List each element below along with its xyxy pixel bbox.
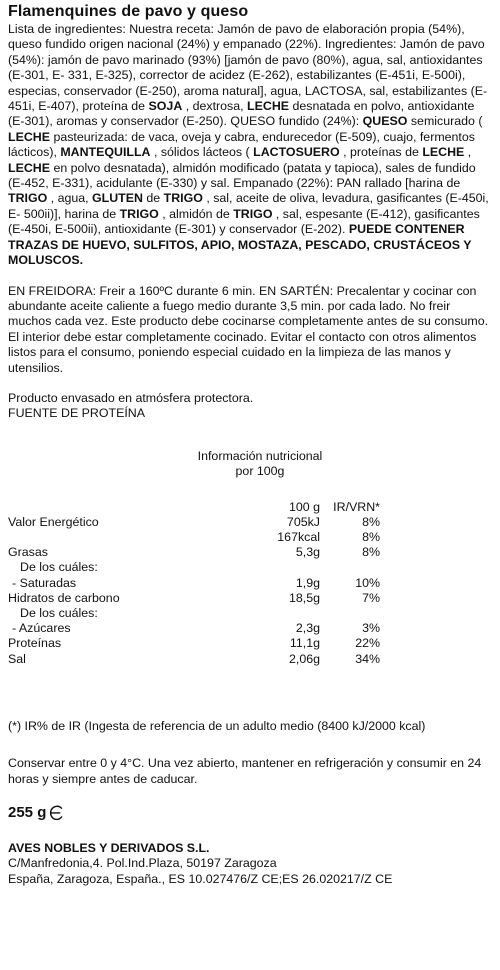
allergen-highlight: TRIGO bbox=[8, 191, 48, 206]
nutrient-value: 2,3g bbox=[295, 621, 320, 636]
nutrient-reference-intake: 3% bbox=[362, 621, 380, 636]
allergen-highlight: SOJA bbox=[148, 99, 183, 114]
company-name: AVES NOBLES Y DERIVADOS S.L. bbox=[8, 841, 210, 856]
ingredients-text: , dextrosa, bbox=[182, 99, 248, 114]
company-registry: España, Zaragoza, España., ES 10.027476/Z CE;ES 26.020217/Z CE bbox=[8, 871, 393, 886]
nutrient-label: Grasas bbox=[8, 545, 48, 560]
allergen-highlight: LACTOSUERO bbox=[253, 145, 340, 160]
nutrient-label: - Saturadas bbox=[12, 575, 77, 590]
nutrition-table bbox=[8, 500, 380, 667]
company-address: C/Manfredonia,4. Pol.Ind.Plaza, 50197 Zaragoza bbox=[8, 856, 277, 871]
allergen-highlight: TRIGO bbox=[233, 206, 273, 221]
net-weight bbox=[8, 804, 492, 821]
column-header-reference-intake: IR/VRN* bbox=[333, 499, 380, 514]
nutrition-row bbox=[8, 606, 380, 621]
nutrition-heading-title: Información nutricional bbox=[197, 448, 323, 463]
nutrition-footnote: (*) IR% de IR (Ingesta de referencia de un adulto medio (8400 kJ/2000 kcal) bbox=[8, 718, 426, 733]
nutrition-row bbox=[8, 636, 380, 651]
nutrient-reference-intake: 7% bbox=[362, 590, 380, 605]
nutrient-value: 5,3g bbox=[295, 545, 320, 560]
ingredients-text: , sal, espesante (E-412), gasificantes (E-450i, E-500ii), antioxidante (E-301) y conservador (E-202). bbox=[8, 206, 480, 237]
ingredients-text: desnatada en polvo, antioxidante (E-301), aromas y conservador (E-250). QUESO fundido (24%): bbox=[8, 99, 475, 129]
ingredients-text: , almidón de bbox=[158, 206, 234, 221]
nutrition-heading-basis: por 100g bbox=[235, 464, 285, 479]
allergen-highlight: QUESO bbox=[362, 114, 408, 129]
ingredients-text: semicurado ( bbox=[407, 114, 483, 129]
allergen-highlight: MANTEQUILLA bbox=[60, 145, 151, 160]
nutrition-row bbox=[8, 545, 380, 560]
nutrition-row bbox=[8, 560, 380, 575]
nutrient-value bbox=[272, 606, 320, 621]
nutrient-reference-intake: 8% bbox=[362, 545, 380, 560]
ingredients-text: , proteínas de bbox=[339, 145, 423, 160]
nutrient-reference-intake bbox=[320, 606, 380, 621]
nutrient-reference-intake: 8% bbox=[362, 529, 380, 544]
allergen-highlight: LECHE bbox=[8, 129, 50, 144]
nutrient-value: 18,5g bbox=[288, 590, 320, 605]
nutrient-value: 167kcal bbox=[277, 529, 320, 544]
nutrient-label: Proteínas bbox=[8, 636, 62, 651]
nutrient-value: 11,1g bbox=[289, 636, 320, 651]
allergen-highlight: LECHE bbox=[422, 145, 465, 160]
nutrient-label bbox=[8, 530, 272, 545]
allergen-highlight: GLUTEN bbox=[92, 191, 143, 206]
protein-source-claim: FUENTE DE PROTEÍNA bbox=[8, 406, 145, 421]
nutrient-label: - Azúcares bbox=[12, 621, 71, 636]
ingredients-list bbox=[8, 22, 492, 269]
cooking-instructions: EN FREIDORA: Freir a 160ºC durante 6 min. EN SARTÉN: Precalentar y cocinar con abundante aceite caliente a fuego medio durante 3,5 min. por cada lado. No freir muchos cada vez. Este producto debe cocinarse completamente antes de su consumo. El interior debe estar completamente cocinado. Evitar el contacto con otros alimentos listos para el consumo, poniendo especial cuidado en la limpieza de las manos y utensilios. bbox=[8, 283, 489, 375]
nutrition-row bbox=[8, 515, 380, 530]
nutrition-row bbox=[8, 652, 380, 667]
product-title: Flamenquines de pavo y queso bbox=[8, 3, 249, 20]
column-header-per100g: 100 g bbox=[288, 499, 320, 514]
nutrition-table-header bbox=[8, 500, 380, 515]
ingredients-text: , bbox=[464, 145, 472, 160]
nutrient-reference-intake: 34% bbox=[355, 651, 380, 666]
nutrient-reference-intake: 10% bbox=[355, 575, 380, 590]
ingredients-text: , sal, aceite de oliva, levadura, gasificantes (E-450i, E- 500ii)], harina de bbox=[8, 191, 489, 221]
nutrient-label: Sal bbox=[8, 651, 26, 666]
nutrient-label: De los cuáles: bbox=[20, 560, 98, 575]
allergen-highlight: TRIGO bbox=[119, 206, 159, 221]
allergen-highlight: TRIGO bbox=[163, 191, 203, 206]
nutrient-label: De los cuáles: bbox=[20, 605, 98, 620]
ingredients-text: Lista de ingredientes: Nuestra receta: Jamón de pavo de elaboración propia (54%), queso fundido origen nacional (24%) y empanado (22%). Ingredientes: Jamón de pavo (54%): jamón de pavo marinado (93%) [jamón de pavo (80%), agua, sal, antioxidantes (E-301, E- 331, E-325), corrector de acidez (E-262), estabilizantes (E-451i, E-500i), especias, conservador (E-250), aroma natural], agua, LACTOSA, sal, estabilizantes (E-451i, E-407), proteína de bbox=[8, 22, 488, 114]
allergen-highlight: LECHE bbox=[8, 160, 50, 175]
ingredients-text: , sólidos lácteos ( bbox=[150, 145, 254, 160]
ingredients-text: en polvo desnatada), almidón modificado (patata y tapioca), sales de fundido (E-452, E-331), acidulante (E-330) y sal. Empanado (22%): PAN rallado [harina de bbox=[8, 160, 476, 191]
nutrition-row bbox=[8, 591, 380, 606]
nutrient-reference-intake: 22% bbox=[355, 636, 380, 651]
nutrition-row bbox=[8, 621, 380, 636]
nutrition-row bbox=[8, 530, 380, 545]
nutrient-value: 1,9g bbox=[295, 575, 320, 590]
ingredients-text: de bbox=[142, 191, 164, 206]
nutrition-heading bbox=[8, 449, 492, 480]
nutrition-row bbox=[8, 576, 380, 591]
nutrient-value: 705kJ bbox=[286, 514, 320, 529]
nutrient-value bbox=[272, 560, 320, 575]
nutrient-label: Hidratos de carbono bbox=[8, 590, 120, 605]
nutrient-value: 2,06g bbox=[288, 651, 320, 666]
ingredients-text: pasteurizada: de vaca, oveja y cabra, endurecedor (E-509), cuajo, fermentos lácticos), bbox=[8, 129, 475, 160]
nutrient-label: Valor Energético bbox=[8, 514, 99, 529]
allergen-highlight: LECHE bbox=[247, 99, 290, 114]
allergen-highlight: PUEDE CONTENER TRAZAS DE HUEVO, SULFITOS, APIO, MOSTAZA, PESCADO, CRUSTÁCEOS Y MOLUSCOS. bbox=[8, 222, 472, 268]
ingredients-text: , agua, bbox=[47, 191, 93, 206]
estimated-sign-icon bbox=[49, 805, 63, 821]
net-weight-value: 255 g bbox=[8, 804, 47, 822]
nutrient-reference-intake: 8% bbox=[362, 514, 380, 529]
nutrient-reference-intake bbox=[320, 560, 380, 575]
storage-instructions: Conservar entre 0 y 4°C. Una vez abierto, mantener en refrigeración y consumir en 24 horas y siempre antes de caducar. bbox=[8, 756, 482, 786]
packaging-note: Producto envasado en atmósfera protectora. bbox=[8, 390, 254, 405]
